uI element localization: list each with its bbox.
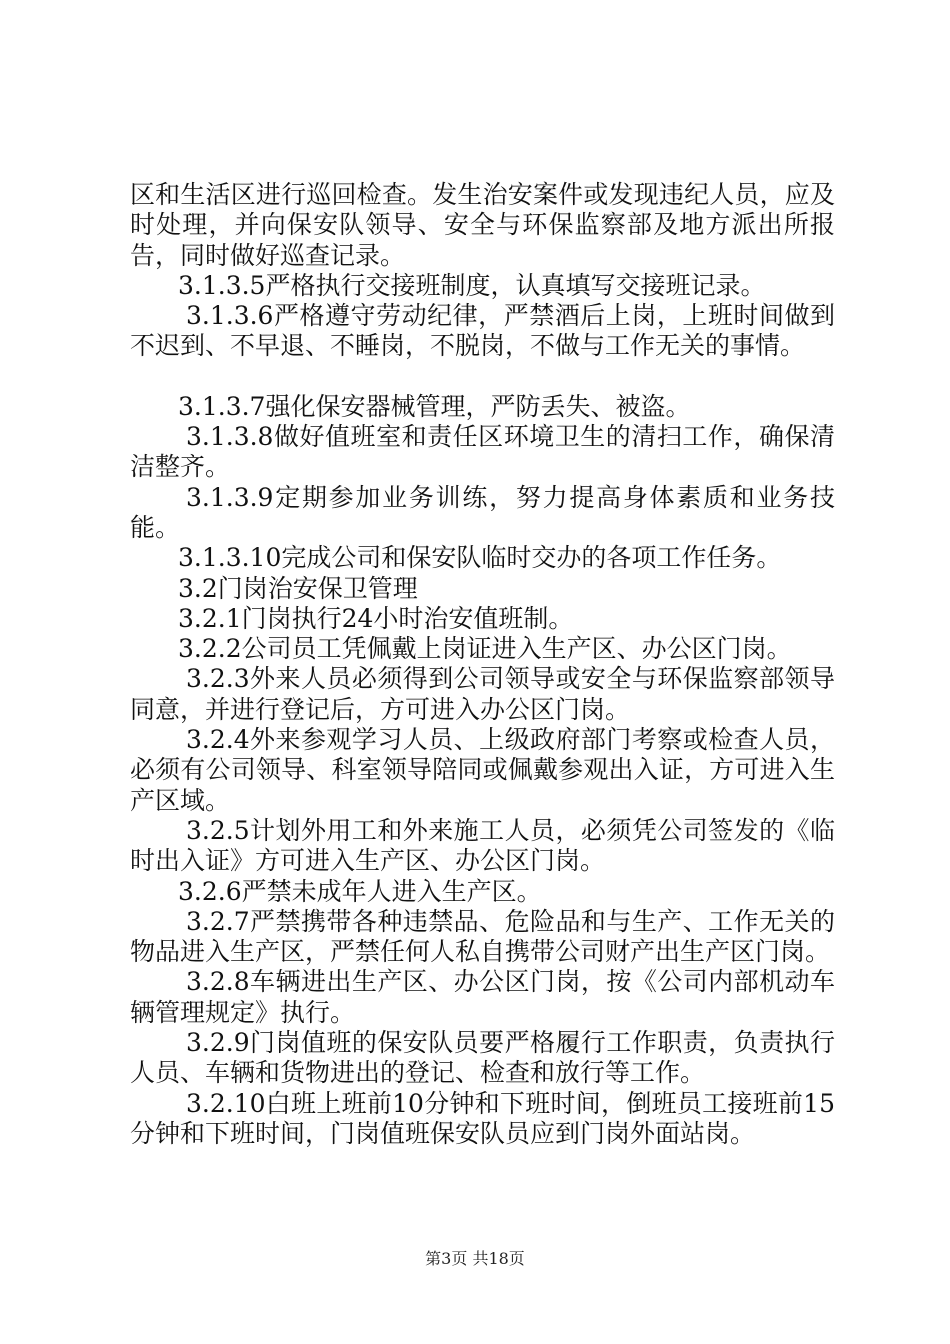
paragraph-3-2-4: 3.2.4外来参观学习人员、上级政府部门考察或检查人员，必须有公司领导、科室领导陪同或佩戴参观出入证，方可进入生产区域。 [130, 725, 835, 815]
paragraph-3-2-3: 3.2.3外来人员必须得到公司领导或安全与环保监察部领导同意，并进行登记后，方可进入办公区门岗。 [130, 664, 835, 724]
paragraph-3-2-7: 3.2.7严禁携带各种违禁品、危险品和与生产、工作无关的物品进入生产区，严禁任何人私自携带公司财产出生产区门岗。 [130, 906, 835, 967]
page-number-label: 第3页 共18页 [425, 1249, 525, 1268]
paragraph-3-1-3-6: 3.1.3.6严格遵守劳动纪律，严禁酒后上岗，上班时间做到不迟到、不早退、不睡岗，不脱岗，不做与工作无关的事情。 [130, 301, 835, 361]
paragraph-3-2-8: 3.2.8车辆进出生产区、办公区门岗，按《公司内部机动车辆管理规定》执行。 [130, 967, 835, 1027]
document-body [130, 180, 835, 1149]
paragraph-3-2-9: 3.2.9门岗值班的保安队员要严格履行工作职责，负责执行人员、车辆和货物进出的登记、检查和放行等工作。 [130, 1028, 835, 1088]
paragraph-3-2-5: 3.2.5计划外用工和外来施工人员，必须凭公司签发的《临时出入证》方可进入生产区、办公区门岗。 [130, 815, 835, 876]
paragraph-3-2-10: 3.2.10白班上班前10分钟和下班时间，倒班员工接班前15分钟和下班时间，门岗值班保安队员应到门岗外面站岗。 [130, 1088, 835, 1148]
paragraph-3-1-3-7: 3.1.3.7强化保安器械管理，严防丢失、被盗。 [178, 391, 691, 421]
paragraph-patrol-continued: 区和生活区进行巡回检查。发生治安案件或发现违纪人员，应及时处理，并向保安队领导、安全与环保监察部及地方派出所报告，同时做好巡查记录。 [130, 180, 835, 270]
paragraph-3-1-3-9: 3.1.3.9定期参加业务训练，努力提高身体素质和业务技能。 [130, 482, 835, 542]
section-heading-3-2: 3.2门岗治安保卫管理 [178, 573, 418, 603]
paragraph-3-1-3-10: 3.1.3.10完成公司和保安队临时交办的各项工作任务。 [178, 543, 782, 573]
paragraph-3-2-1: 3.2.1门岗执行24小时治安值班制。 [178, 603, 574, 633]
paragraph-3-1-3-8: 3.1.3.8做好值班室和责任区环境卫生的清扫工作，确保清洁整齐。 [130, 422, 835, 482]
paragraph-3-2-6: 3.2.6严禁未成年人进入生产区。 [178, 876, 542, 906]
page-footer [0, 1246, 950, 1269]
paragraph-3-2-2: 3.2.2公司员工凭佩戴上岗证进入生产区、办公区门岗。 [178, 634, 792, 664]
paragraph-3-1-3-5: 3.1.3.5严格执行交接班制度，认真填写交接班记录。 [178, 270, 766, 300]
